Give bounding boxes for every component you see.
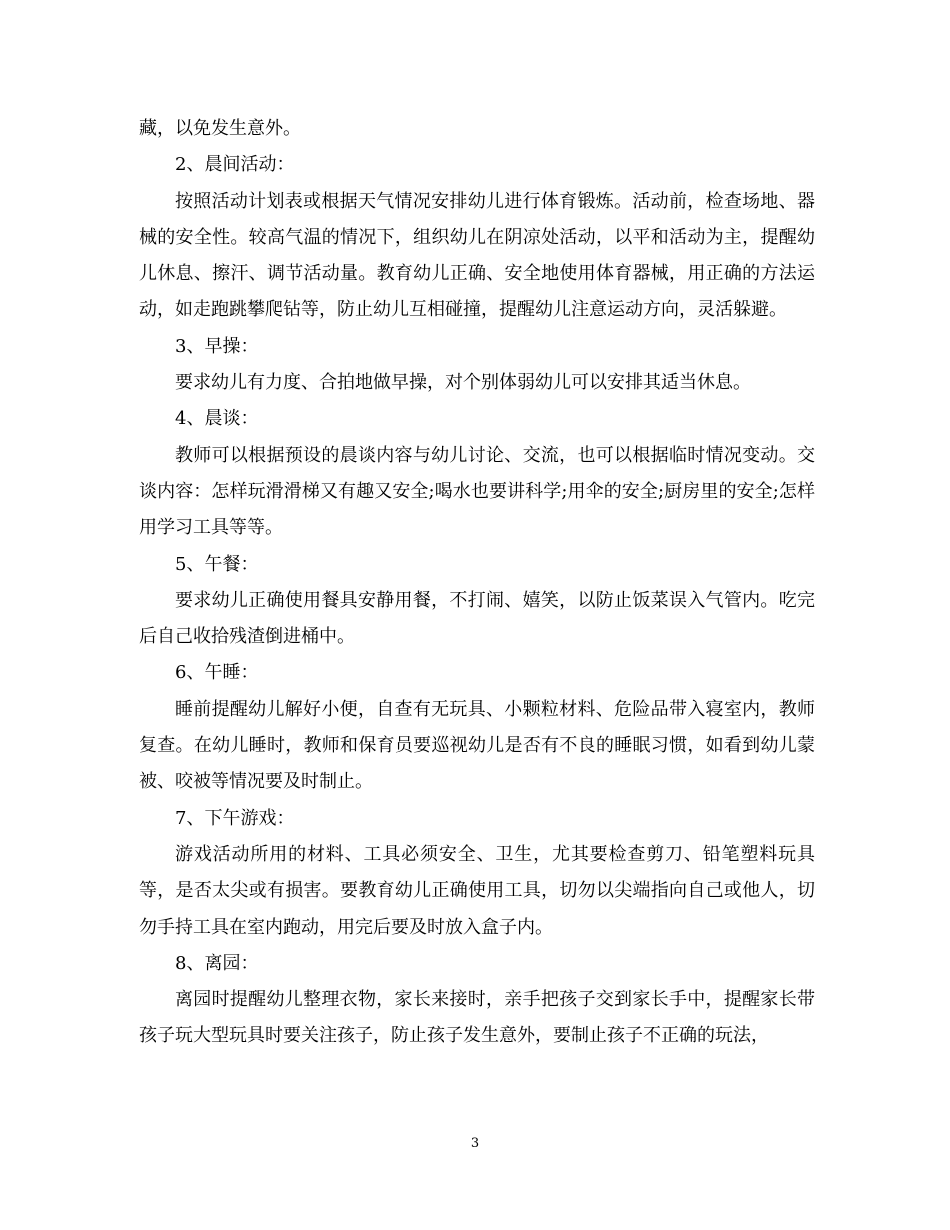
document-body bbox=[139, 111, 815, 1055]
section-heading-morning-activity: 2、晨间活动： bbox=[175, 154, 295, 176]
paragraph-afternoon-games: 游戏活动所用的材料、工具必须安全、卫生，尤其要检查剪刀、铅笔塑料玩具等，是否太尖或有损害。要教育幼儿正确使用工具，切勿以尖端指向自己或他人，切勿手持工具在室内跑动，用完后要及时放入盒子内。 bbox=[139, 843, 815, 938]
section-heading-morning-talk: 4、晨谈： bbox=[175, 408, 259, 430]
paragraph-continuation: 藏，以免发生意外。 bbox=[139, 118, 301, 139]
page-number: 3 bbox=[470, 1136, 480, 1151]
paragraph-lunch: 要求幼儿正确使用餐具安静用餐，不打闹、嬉笑，以防止饭菜误入气管内。吃完后自己收拾残渣倒进桶中。 bbox=[139, 589, 815, 648]
section-heading-lunch: 5、午餐： bbox=[175, 553, 259, 575]
paragraph-morning-talk: 教师可以根据预设的晨谈内容与幼儿讨论、交流，也可以根据临时情况变动。交谈内容：怎样玩滑滑梯又有趣又安全;喝水也要讲科学;用伞的安全;厨房里的安全;怎样用学习工具等等。 bbox=[139, 444, 815, 539]
section-heading-leaving: 8、离园： bbox=[175, 952, 259, 974]
paragraph-morning-activity: 按照活动计划表或根据天气情况安排幼儿进行体育锻炼。活动前，检查场地、器械的安全性。较高气温的情况下，组织幼儿在阴凉处活动，以平和活动为主，提醒幼儿休息、擦汗、调节活动量。教育幼儿正确、安全地使用体育器械，用正确的方法运动，如走跑跳攀爬钻等，防止幼儿互相碰撞，提醒幼儿注意运动方向，灵活躲避。 bbox=[139, 190, 815, 321]
section-heading-morning-exercise: 3、早操： bbox=[175, 335, 259, 357]
section-heading-afternoon-games: 7、下午游戏： bbox=[175, 807, 295, 829]
paragraph-nap: 睡前提醒幼儿解好小便，自查有无玩具、小颗粒材料、危险品带入寝室内，教师复查。在幼儿睡时，教师和保育员要巡视幼儿是否有不良的睡眠习惯，如看到幼儿蒙被、咬被等情况要及时制止。 bbox=[139, 698, 815, 793]
paragraph-morning-exercise: 要求幼儿有力度、合拍地做早操，对个别体弱幼儿可以安排其适当休息。 bbox=[175, 372, 751, 394]
section-heading-nap: 6、午睡： bbox=[175, 662, 259, 684]
paragraph-leaving: 离园时提醒幼儿整理衣物，家长来接时，亲手把孩子交到家长手中，提醒家长带孩子玩大型玩具时要关注孩子，防止孩子发生意外，要制止孩子不正确的玩法， bbox=[139, 989, 815, 1047]
